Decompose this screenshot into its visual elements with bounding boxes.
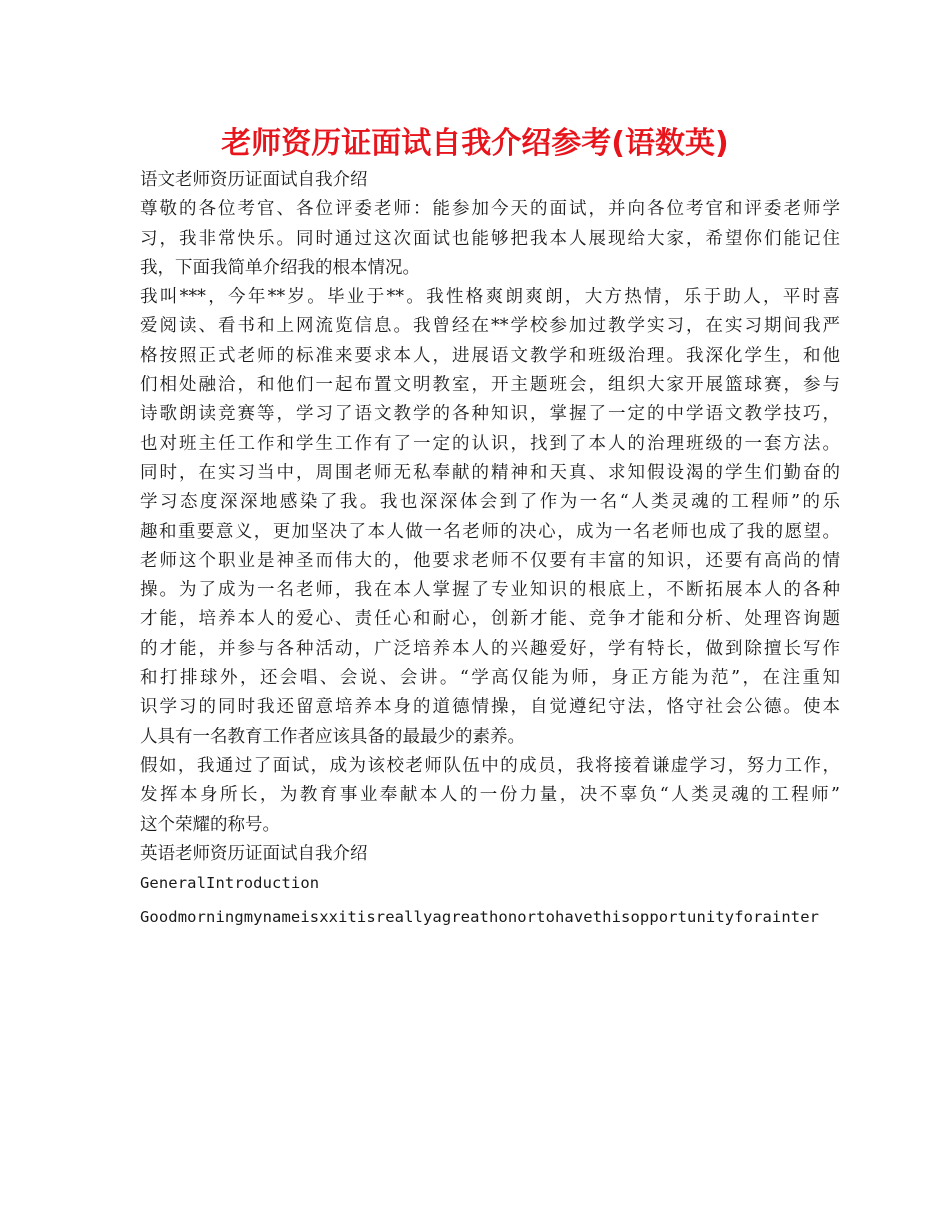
paragraph-line: 我叫***，今年**岁。毕业于**。我性格爽朗爽朗，大方热情，乐于助人，平时喜	[140, 287, 840, 308]
english-heading: GeneralIntroduction	[140, 874, 320, 893]
document-body	[140, 166, 840, 933]
paragraph-line: 也对班主任工作和学生工作有了一定的认识，找到了本人的治理班级的一套方法。	[140, 433, 840, 454]
paragraph-line: 人具有一名教育工作者应该具备的最最少的素养。	[140, 726, 525, 747]
paragraph-line: 才能，培养本人的爱心、责任心和耐心，创新才能、竞争才能和分析、处理咨询题	[140, 609, 840, 630]
paragraph-line: 操。为了成为一名老师，我在本人掌握了专业知识的根底上，不断拓展本人的各种	[140, 580, 840, 601]
paragraph-line: 诗歌朗读竞赛等，学习了语文教学的各种知识，掌握了一定的中学语文教学技巧，	[140, 404, 840, 425]
paragraph-line: 这个荣耀的称号。	[140, 814, 280, 835]
paragraph-line: 语文老师资历证面试自我介绍	[140, 170, 368, 190]
paragraph-line: 假如，我通过了面试，成为该校老师队伍中的成员，我将接着谦虚学习，努力工作，	[140, 755, 840, 776]
paragraph-line: 英语老师资历证面试自我介绍	[140, 843, 368, 864]
paragraph-line: 习，我非常快乐。同时通过这次面试也能够把我本人展现给大家，希望你们能记住	[140, 228, 840, 249]
paragraph-line: 我，下面我简单介绍我的根本情况。	[140, 257, 420, 278]
paragraph-line: 同时，在实习当中，周围老师无私奉献的精神和天真、求知假设渴的学生们勤奋的	[140, 462, 840, 483]
paragraph-line: 老师这个职业是神圣而伟大的，他要求老师不仅要有丰富的知识，还要有高尚的情	[140, 550, 840, 571]
paragraph-line: 爱阅读、看书和上网流览信息。我曾经在**学校参加过教学实习，在实习期间我严	[140, 316, 840, 337]
paragraph-line: 和打排球外，还会唱、会说、会讲。“学高仅能为师，身正方能为范”，在注重知	[140, 668, 840, 689]
document-title: 老师资历证面试自我介绍参考(语数英)	[221, 126, 729, 161]
paragraph-line: 的才能，并参与各种活动，广泛培养本人的兴趣爱好，学有特长，做到除擅长写作	[140, 638, 840, 659]
paragraph-line: 尊敬的各位考官、各位评委老师：能参加今天的面试，并向各位考官和评委老师学	[140, 199, 840, 220]
paragraph-line: 趣和重要意义，更加坚决了本人做一名老师的决心，成为一名老师也成了我的愿望。	[140, 521, 840, 542]
paragraph-line: 格按照正式老师的标准来要求本人，进展语文教学和班级治理。我深化学生，和他	[140, 345, 840, 366]
paragraph-line: 学习态度深深地感染了我。我也深深体会到了作为一名“人类灵魂的工程师”的乐	[140, 492, 840, 513]
paragraph-line: 发挥本身所长，为教育事业奉献本人的一份力量，决不辜负“人类灵魂的工程师”	[140, 785, 840, 806]
paragraph-line: 们相处融洽，和他们一起布置文明教室，开主题班会，组织大家开展篮球赛，参与	[140, 375, 840, 396]
english-paragraph-line: Goodmorningmynameisxxitisreallyagreathonortohavethisopportunityforainter	[140, 908, 820, 927]
paragraph-line: 识学习的同时我还留意培养本身的道德情操，自觉遵纪守法，恪守社会公德。使本	[140, 697, 840, 718]
